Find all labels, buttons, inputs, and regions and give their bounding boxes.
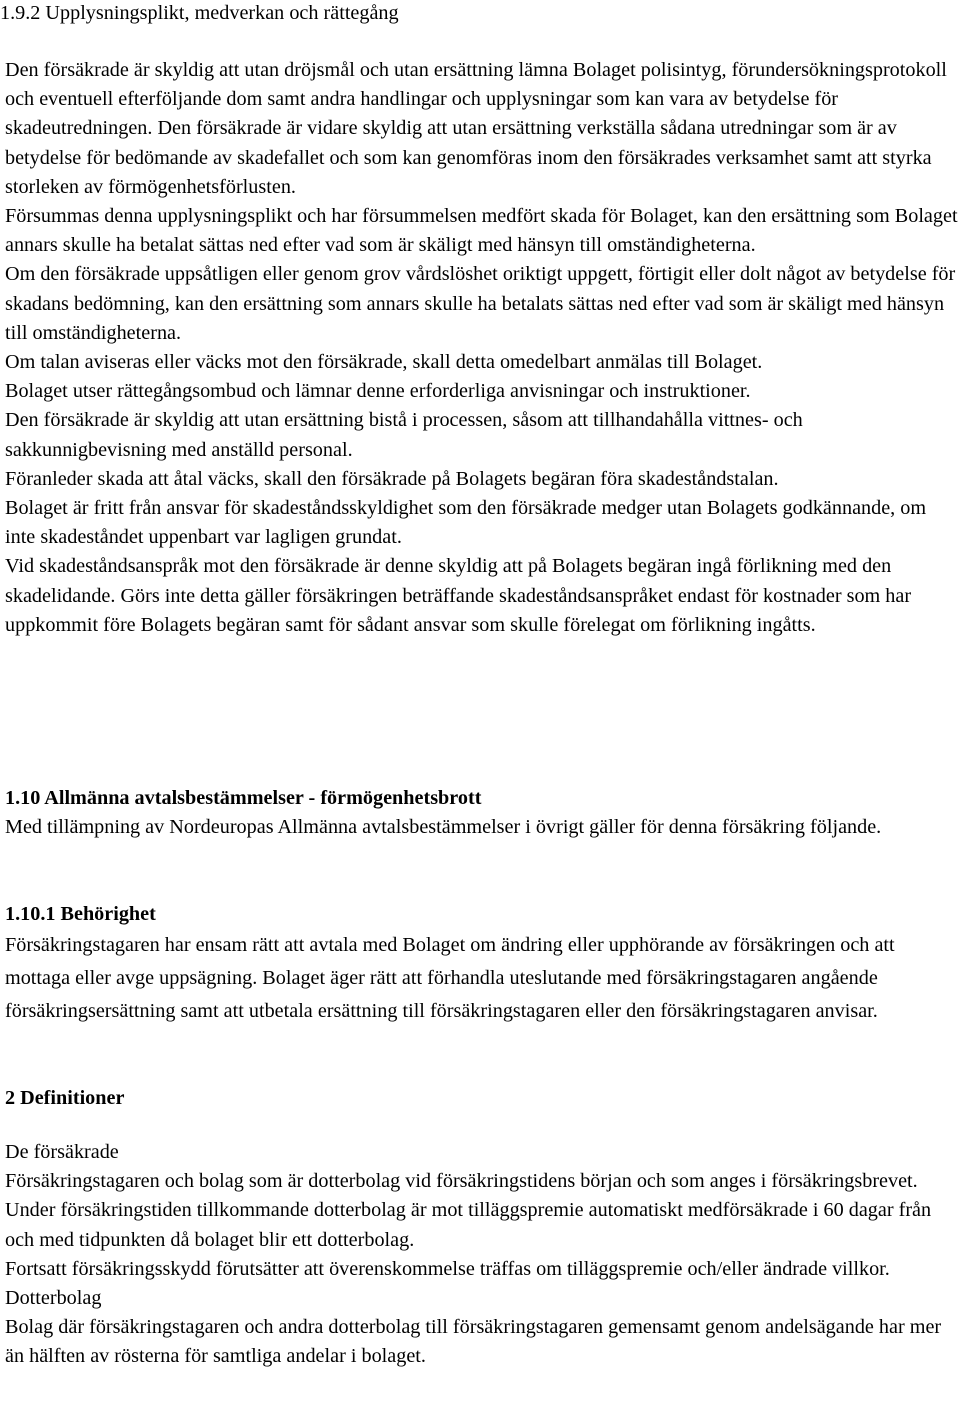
- section-heading-1-10-1: 1.10.1 Behörighet: [5, 903, 156, 925]
- section-heading-2: 2 Definitioner: [5, 1087, 125, 1109]
- section-heading-1-9-2: 1.9.2 Upplysningsplikt, medverkan och rättegång: [0, 2, 399, 24]
- section-1-10-1: [5, 900, 960, 1028]
- paragraph: Om talan aviseras eller väcks mot den försäkrade, skall detta omedelbart anmälas till Bolaget.: [5, 351, 763, 374]
- paragraph: Bolaget utser rättegångsombud och lämnar denne erforderliga anvisningar och instruktioner.: [5, 380, 751, 403]
- definition-text: Bolag där försäkringstagaren och andra dotterbolag till försäkringstagaren gemensamt genom andelsägande har mer än hälften av rösterna för samtliga andelar i bolaget.: [5, 1316, 942, 1368]
- section-1-10: [5, 784, 960, 842]
- definition-term: De försäkrade: [5, 1141, 119, 1163]
- section-2: [5, 1084, 960, 1113]
- paragraph: Försummas denna upplysningsplikt och har försummelsen medfört skada för Bolaget, kan den ersättning som Bolaget annars skulle ha betalat sättas ned efter vad som är skäligt med hänsyn till omständigheterna.: [5, 205, 958, 257]
- paragraph: Föranleder skada att åtal väcks, skall den försäkrade på Bolagets begäran föra skadeståndstalan.: [5, 467, 779, 490]
- paragraph: Vid skadeståndsanspråk mot den försäkrade är denne skyldig att på Bolagets begäran ingå förlikning med den skadelidande. Görs inte detta gäller försäkringen beträffande skadeståndsanspråket endast för kostnader som har uppkommit före Bolagets begäran samt för sådant ansvar som skulle förelegat om förlikning ingåtts.: [5, 555, 912, 636]
- definition-text: Försäkringstagaren och bolag som är dotterbolag vid försäkringstidens början och som anges i försäkringsbrevet. Under försäkringstiden tillkommande dotterbolag är mot tilläggspremie automatiskt medförsäkrade i 60 dagar från och med tidpunkten då bolaget blir ett dotterbolag.: [5, 1170, 932, 1251]
- paragraph: Om den försäkrade uppsåtligen eller genom grov vårdslöshet oriktigt uppgett, förtigit eller dolt något av betydelse för skadans bedömning, kan den ersättning som annars skulle ha betalats sättas ned efter vad som är skäligt med hänsyn till omständigheterna.: [5, 263, 956, 344]
- definitions: [5, 1138, 960, 1372]
- paragraph: Försäkringstagaren har ensam rätt att avtala med Bolaget om ändring eller upphörande av försäkringen och att mottaga eller avge uppsägning. Bolaget äger rätt att förhandla uteslutande med försäkringstagaren angående försäkringsersättning samt att utbetala ersättning till försäkringstagaren eller den försäkringstagaren anvisar.: [5, 934, 895, 1023]
- section-body-1-9-2: [5, 56, 960, 640]
- definition-term: Dotterbolag: [5, 1287, 102, 1310]
- paragraph: Den försäkrade är skyldig att utan ersättning bistå i processen, såsom att tillhandahålla vittnes- och sakkunnigbevisning med anställd personal.: [5, 409, 803, 461]
- section-heading-1-10: 1.10 Allmänna avtalsbestämmelser - förmögenhetsbrott: [5, 787, 482, 809]
- paragraph: Med tillämpning av Nordeuropas Allmänna avtalsbestämmelser i övrigt gäller för denna försäkring följande.: [5, 816, 882, 839]
- paragraph: Den försäkrade är skyldig att utan dröjsmål och utan ersättning lämna Bolaget polisintyg, förundersökningsprotokoll och eventuell efterföljande dom samt andra handlingar och upplysningar som kan vara av betydelse för skadeutredningen. Den försäkrade är vidare skyldig att utan ersättning verkställa sådana utredningar som är av betydelse för bedömande av skadefallet och som kan genomföras inom den försäkrades verksamhet samt att styrka storleken av förmögenhetsförlusten.: [5, 59, 947, 198]
- definition-text: Fortsatt försäkringsskydd förutsätter att överenskommelse träffas om tilläggspremie och/eller ändrade villkor.: [5, 1257, 890, 1280]
- paragraph: Bolaget är fritt från ansvar för skadeståndsskyldighet som den försäkrade medger utan Bolagets godkännande, om inte skadeståndet uppenbart var lagligen grundat.: [5, 497, 927, 549]
